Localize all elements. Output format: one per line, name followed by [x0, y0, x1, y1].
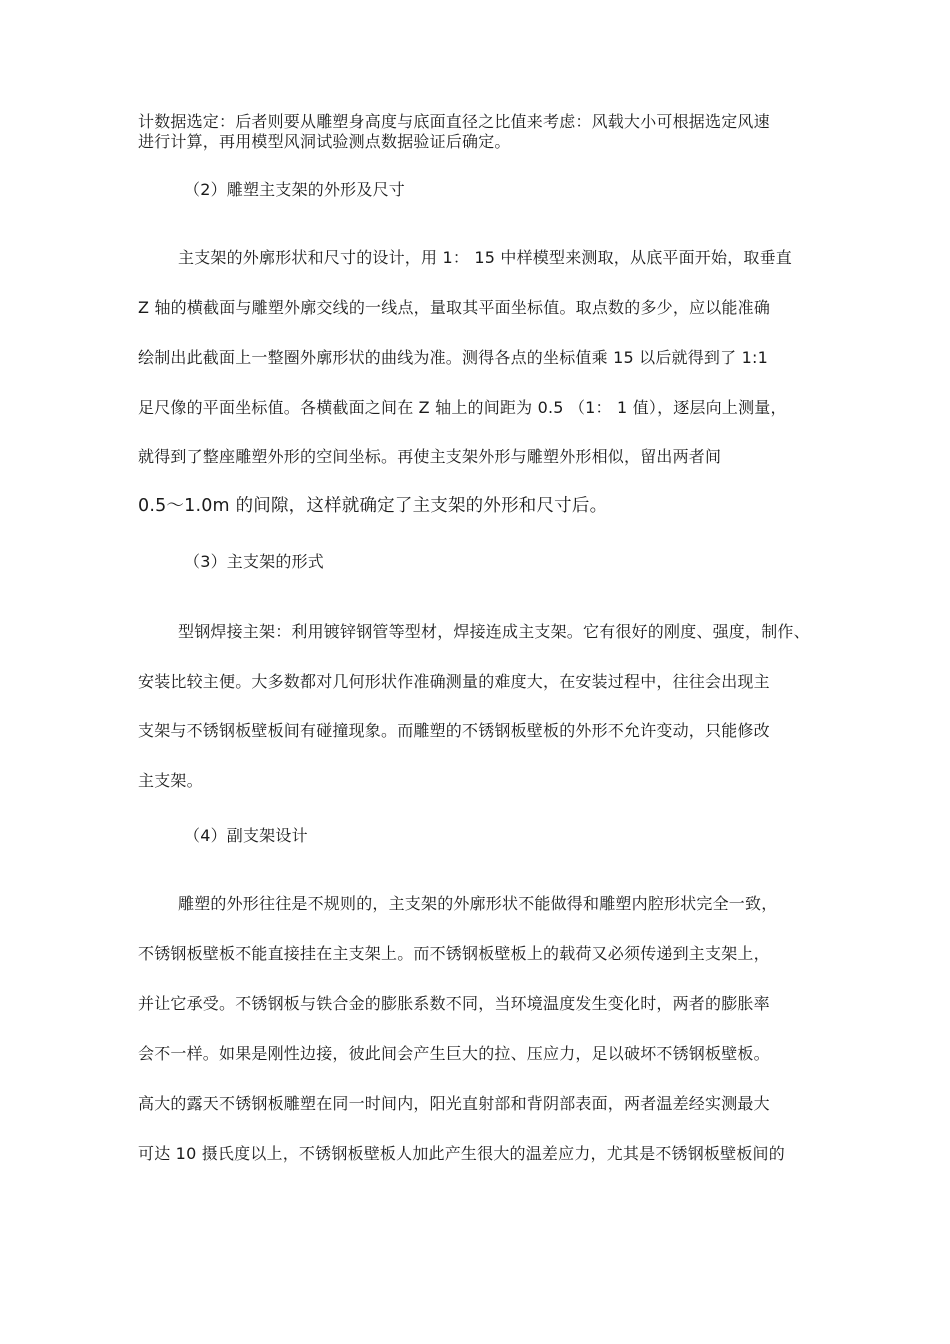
text-line-8: 0.5～1.0m 的间隙，这样就确定了主支架的外形和尺寸后。 — [138, 496, 608, 516]
text-line-2: 进行计算，再用模型风洞试验测点数据验证后确定。 — [138, 132, 511, 151]
text-line-14: 不锈钢板壁板不能直接挂在主支架上。而不锈钢板壁板上的载荷又必须传递到主支架上， — [138, 944, 770, 963]
text-line-16: 会不一样。如果是刚性边接，彼此间会产生巨大的拉、压应力，足以破坏不锈钢板壁板。 — [138, 1044, 770, 1063]
text-line-4: Z 轴的横截面与雕塑外廓交线的一线点，量取其平面坐标值。取点数的多少，应以能准确 — [138, 298, 771, 317]
text-line-17: 高大的露天不锈钢板雕塑在同一时间内，阳光直射部和背阴部表面，两者温差经实测最大 — [138, 1094, 770, 1113]
text-line-1: 计数据选定：后者则要从雕塑身高度与底面直径之比值来考虑：风载大小可根据选定风速 — [138, 112, 770, 131]
text-line-9: 型钢焊接主架：利用镀锌钢管等型材，焊接连成主支架。它有很好的刚度、强度，制作、 — [178, 622, 810, 641]
text-line-15: 并让它承受。不锈钢板与铁合金的膨胀系数不同，当环境温度发生变化时，两者的膨胀率 — [138, 994, 770, 1013]
text-line-18: 可达 10 摄氏度以上，不锈钢板壁板人加此产生很大的温差应力，尤其是不锈钢板壁板间的 — [138, 1144, 785, 1163]
text-line-12: 主支架。 — [138, 771, 203, 790]
text-line-3: 主支架的外廓形状和尺寸的设计，用 1： 15 中样模型来测取，从底平面开始，取垂直 — [178, 248, 792, 267]
text-line-13: 雕塑的外形往往是不规则的，主支架的外廓形状不能做得和雕塑内腔形状完全一致， — [178, 894, 778, 913]
section-heading-4: （4）副支架设计 — [184, 826, 308, 845]
text-line-11: 支架与不锈钢板壁板间有碰撞现象。而雕塑的不锈钢板壁板的外形不允许变动，只能修改 — [138, 721, 770, 740]
text-line-5: 绘制出此截面上一整圈外廓形状的曲线为准。测得各点的坐标值乘 15 以后就得到了 1:1 — [138, 348, 768, 367]
text-line-6: 足尺像的平面坐标值。各横截面之间在 Z 轴上的间距为 0.5 （1： 1 值），逐层向上测量， — [138, 398, 787, 417]
text-line-10: 安装比较主便。大多数都对几何形状作准确测量的难度大，在安装过程中，往往会出现主 — [138, 672, 770, 691]
text-line-7: 就得到了整座雕塑外形的空间坐标。再使主支架外形与雕塑外形相似，留出两者间 — [138, 447, 722, 466]
section-heading-3: （3）主支架的形式 — [184, 552, 324, 571]
section-heading-2: （2）雕塑主支架的外形及尺寸 — [184, 180, 405, 199]
